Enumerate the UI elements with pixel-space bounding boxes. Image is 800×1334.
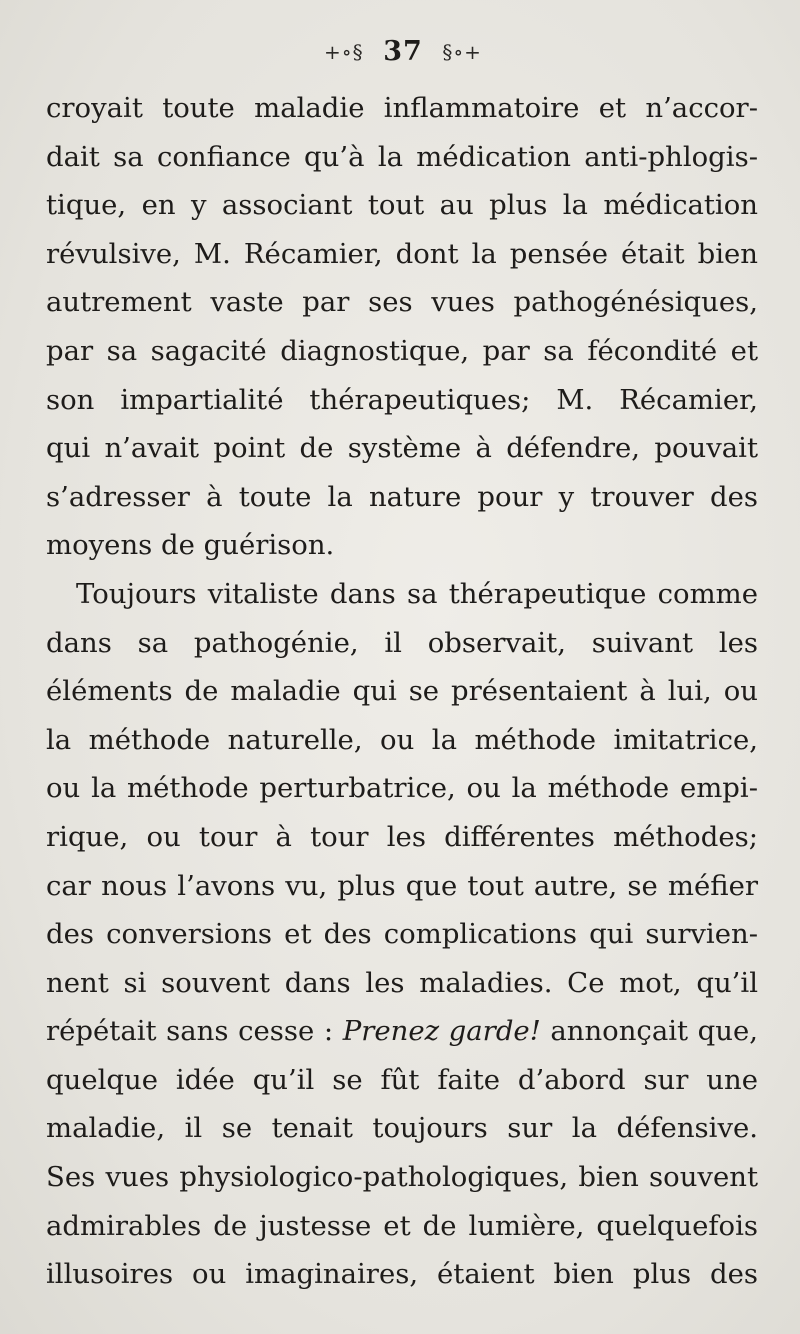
text-line: révulsive, M. Récamier, dont la pensée était bien (46, 237, 758, 270)
ornament-left-icon: +∘§ (324, 39, 364, 64)
page-number: 37 (383, 35, 423, 67)
text-line: admirables de justesse et de lumière, quelquefois (46, 1209, 758, 1242)
text-line: dait sa confiance qu’à la médication anti-phlogis- (46, 140, 758, 173)
text-line: éléments de maladie qui se présentaient à lui, ou (46, 675, 758, 708)
text-line: s’adresser à toute la nature pour y trouver des (46, 480, 758, 513)
text-line: Toujours vitaliste dans sa thérapeutique comme (76, 577, 758, 610)
text-line: Ses vues physiologico-pathologiques, bien souvent (46, 1161, 758, 1194)
text-line: moyens de guérison. (46, 529, 335, 562)
page-header (46, 30, 760, 72)
text-segment: répétait sans cesse : (46, 1015, 343, 1048)
text-line: la méthode naturelle, ou la méthode imitatrice, (46, 723, 758, 756)
text-line: tique, en y associant tout au plus la médication (46, 189, 758, 222)
text-line: croyait toute maladie inflammatoire et n’accor- (46, 92, 758, 124)
text-line: ou la méthode perturbatrice, ou la méthode empi- (46, 772, 758, 805)
text-line: qui n’avait point de système à défendre, pouvait (46, 432, 758, 465)
text-line: rique, ou tour à tour les différentes méthodes; (46, 820, 758, 853)
paragraph-2 (46, 570, 760, 1299)
text-line: des conversions et des complications qui survien- (46, 918, 758, 951)
paragraph-1 (46, 84, 760, 570)
text-line: quelque idée qu’il se fût faite d’abord sur une (46, 1063, 758, 1096)
text-line: son impartialité thérapeutiques; M. Récamier, (46, 383, 758, 416)
text-segment: annonçait que, (540, 1015, 758, 1048)
text-line: illusoires ou imaginaires, étaient bien plus des (46, 1258, 758, 1291)
text-line: maladie, il se tenait toujours sur la défensive. (46, 1112, 758, 1145)
text-line: par sa sagacité diagnostique, par sa fécondité et (46, 334, 758, 367)
italic-quote: Prenez garde! (342, 1015, 541, 1048)
body-text (46, 84, 760, 1299)
text-line: autrement vaste par ses vues pathogénésiques, (46, 286, 758, 319)
text-line: dans sa pathogénie, il observait, suivant les (46, 626, 758, 659)
text-line: car nous l’avons vu, plus que tout autre, se méfier (46, 869, 758, 902)
text-line-with-italic (46, 1007, 758, 1056)
ornament-right-icon: §∘+ (442, 39, 482, 64)
text-line: nent si souvent dans les maladies. Ce mot, qu’il (46, 966, 758, 999)
